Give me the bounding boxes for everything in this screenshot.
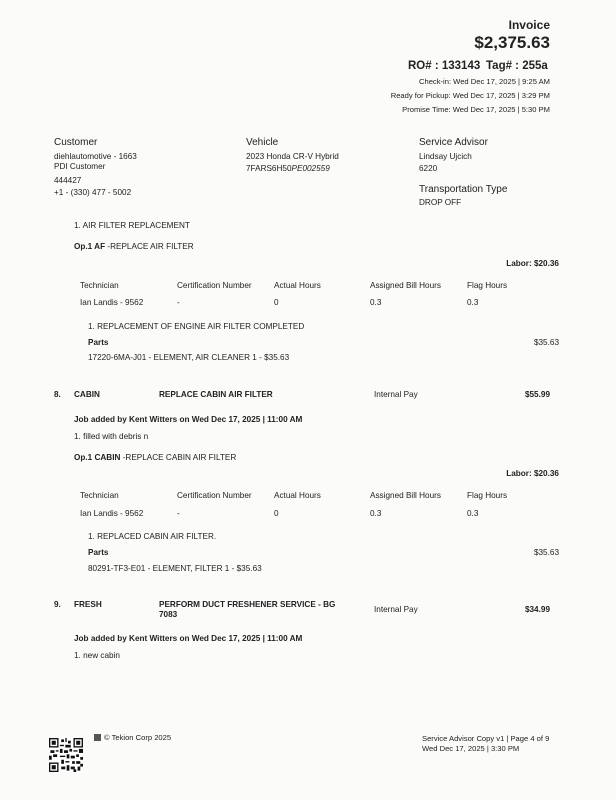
printed-time: Wed Dec 17, 2025 | 3:30 PM <box>422 744 520 753</box>
job8-code: CABIN <box>74 390 100 399</box>
job9-pay-type: Internal Pay <box>374 605 418 614</box>
cert-header: Certification Number <box>177 491 252 500</box>
invoice-total: $2,375.63 <box>474 33 550 52</box>
vehicle-model: 2023 Honda CR-V Hybrid <box>246 152 339 161</box>
tech-header: Technician <box>80 281 119 290</box>
op-desc: -REPLACE CABIN AIR FILTER <box>122 453 237 462</box>
job7-labor: Labor: $20.36 <box>506 259 559 268</box>
checkin-time: Check-in: Wed Dec 17, 2025 | 9:25 AM <box>419 77 550 86</box>
job9-code: FRESH <box>74 600 102 609</box>
flag-hours-value: 0.3 <box>467 298 479 307</box>
op-desc: -REPLACE AIR FILTER <box>107 242 194 251</box>
bill-hours-header: Assigned Bill Hours <box>370 281 441 290</box>
job9-added: Job added by Kent Witters on Wed Dec 17, 2025 | 11:00 AM <box>74 634 303 643</box>
customer-id: 444427 <box>54 176 82 185</box>
copy-info: Service Advisor Copy v1 | Page 4 of 9 <box>422 734 550 743</box>
parts-total: $35.63 <box>533 338 559 347</box>
job7-concern: 1. AIR FILTER REPLACEMENT <box>74 221 190 230</box>
actual-hours-value: 0 <box>274 298 279 307</box>
qr-code-icon <box>49 738 83 772</box>
customer-heading: Customer <box>54 137 98 148</box>
copyright <box>94 733 171 742</box>
ro-number: RO# : 133143 <box>408 60 481 72</box>
promise-time: Promise Time: Wed Dec 17, 2025 | 5:30 PM <box>402 105 550 114</box>
job8-added: Job added by Kent Witters on Wed Dec 17, 2025 | 11:00 AM <box>74 415 303 424</box>
vehicle-vin <box>246 164 330 173</box>
cert-header: Certification Number <box>177 281 252 290</box>
job8-pay-type: Internal Pay <box>374 390 418 399</box>
customer-phone: +1 - (330) 477 - 5002 <box>54 188 132 197</box>
job8-labor: Labor: $20.36 <box>506 469 559 478</box>
invoice-title: Invoice <box>508 18 550 32</box>
flag-hours-header: Flag Hours <box>467 281 508 290</box>
op-code: Op.1 CABIN <box>74 453 121 462</box>
flag-hours-value: 0.3 <box>467 509 479 518</box>
tag-number: Tag# : 255a <box>486 60 548 72</box>
op-code: Op.1 AF <box>74 242 106 251</box>
actual-hours-header: Actual Hours <box>274 281 321 290</box>
job8-number: 8. <box>54 390 61 399</box>
job9-number: 9. <box>54 600 61 609</box>
advisor-id: 6220 <box>419 164 438 173</box>
job9-amount: $34.99 <box>524 605 550 614</box>
job8-correction: 1. REPLACED CABIN AIR FILTER. <box>88 532 217 541</box>
copyright-text: © Tekion Corp 2025 <box>104 733 172 742</box>
tech-header: Technician <box>80 491 119 500</box>
part-line: 17220-6MA-J01 - ELEMENT, AIR CLEANER 1 - $35.63 <box>88 353 290 362</box>
cert-value: - <box>177 298 180 307</box>
job8-amount: $55.99 <box>524 390 550 399</box>
actual-hours-value: 0 <box>274 509 279 518</box>
job9-concern: 1. new cabin <box>74 651 120 660</box>
tech-name: Ian Landis - 9562 <box>80 509 144 518</box>
parts-label: Parts <box>88 548 109 557</box>
part-line: 80291-TF3-E01 - ELEMENT, FILTER 1 - $35.63 <box>88 564 262 573</box>
customer-type: PDI Customer <box>54 162 106 171</box>
job8-description: REPLACE CABIN AIR FILTER <box>159 390 273 399</box>
actual-hours-header: Actual Hours <box>274 491 321 500</box>
flag-hours-header: Flag Hours <box>467 491 508 500</box>
vin-prefix: 7FARS6H50 <box>246 164 292 173</box>
bill-hours-value: 0.3 <box>370 298 382 307</box>
parts-label: Parts <box>88 338 109 347</box>
ready-time: Ready for Pickup: Wed Dec 17, 2025 | 3:29 PM <box>390 91 550 100</box>
bill-hours-value: 0.3 <box>370 509 382 518</box>
bill-hours-header: Assigned Bill Hours <box>370 491 441 500</box>
transport-type: DROP OFF <box>419 198 462 207</box>
transport-heading: Transportation Type <box>419 184 508 195</box>
advisor-name: Lindsay Ujcich <box>419 152 472 161</box>
parts-total: $35.63 <box>533 548 559 557</box>
job8-operation <box>74 453 236 462</box>
job9-description-line2: 7083 <box>159 610 178 619</box>
job7-operation <box>74 242 194 251</box>
vehicle-heading: Vehicle <box>246 137 279 148</box>
job9-description-line1: PERFORM DUCT FRESHENER SERVICE - BG <box>159 600 336 609</box>
cert-value: - <box>177 509 180 518</box>
job8-concern: 1. filled with debris n <box>74 432 149 441</box>
tekion-logo-icon <box>94 734 101 741</box>
job7-correction: 1. REPLACEMENT OF ENGINE AIR FILTER COMPLETED <box>88 322 305 331</box>
customer-name: diehlautomotive - 1663 <box>54 152 137 161</box>
tech-name: Ian Landis - 9562 <box>80 298 144 307</box>
vin-suffix: PE002559 <box>291 164 330 173</box>
advisor-heading: Service Advisor <box>419 137 488 148</box>
